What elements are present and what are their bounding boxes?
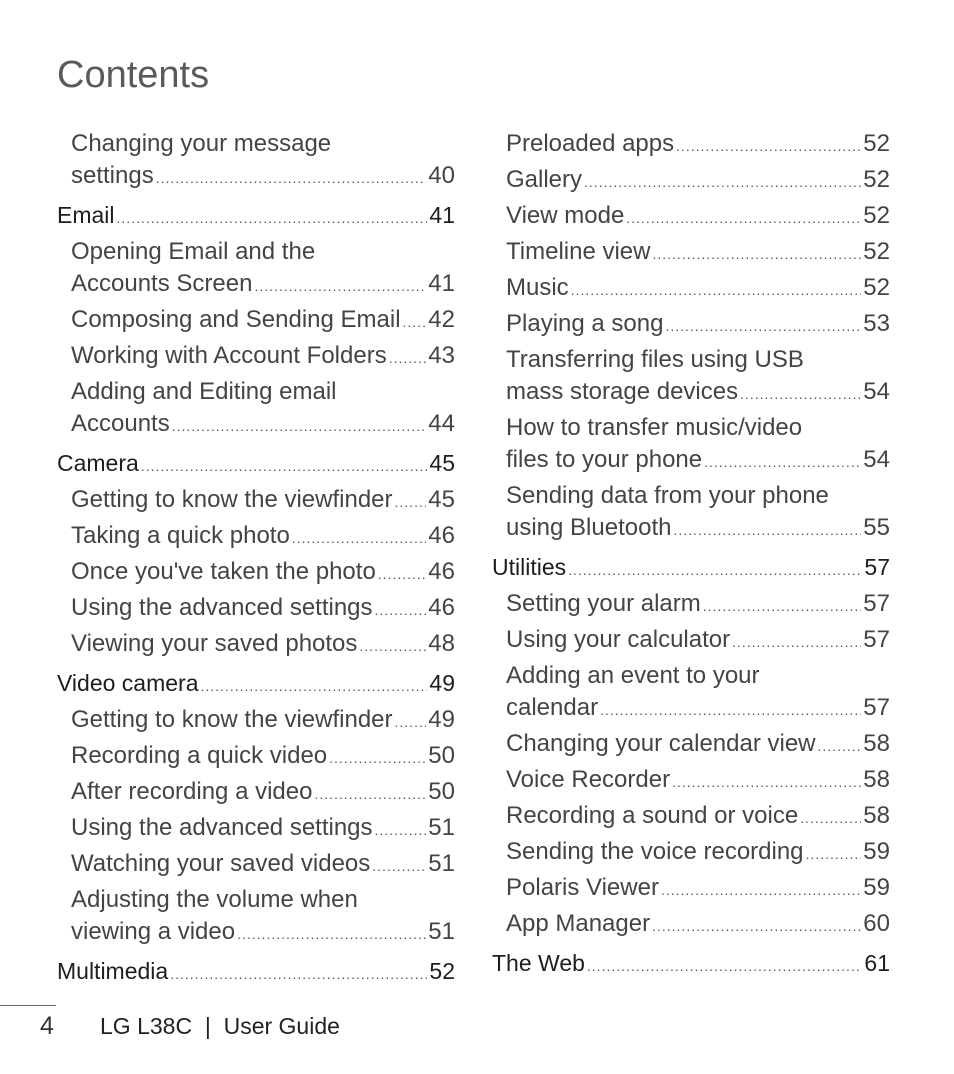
toc-entry-label: mass storage devices (506, 378, 739, 405)
toc-page-number: 48 (428, 630, 455, 657)
toc-entry[interactable] (57, 484, 455, 518)
toc-entry-last-line (506, 376, 890, 410)
toc-entry[interactable] (57, 556, 455, 590)
dot-leader (403, 306, 427, 338)
toc-entry-label: Opening Email and the (71, 238, 316, 265)
toc-entry-label: Working with Account Folders (71, 342, 387, 369)
toc-entry-last-line (71, 408, 455, 442)
toc-entry-label: Changing your calendar view (506, 730, 816, 757)
toc-entry-label: Polaris Viewer (506, 874, 659, 901)
toc-entry-last-line (506, 692, 890, 726)
toc-page-number: 55 (863, 514, 890, 541)
toc-page-number: 52 (863, 166, 890, 193)
dot-leader (170, 955, 427, 993)
toc-entry[interactable] (492, 728, 890, 762)
toc-page-number: 60 (863, 910, 890, 937)
toc-entry[interactable] (492, 200, 890, 234)
toc-entry-label: Adding and Editing email (71, 378, 337, 405)
toc-entry-label: Using your calculator (506, 626, 731, 653)
toc-entry-label: calendar (506, 694, 599, 721)
dot-leader (172, 410, 427, 442)
toc-page-number: 57 (864, 554, 890, 580)
dot-leader (600, 694, 861, 726)
dot-leader (201, 667, 428, 705)
toc-page-number: 51 (428, 918, 455, 945)
dot-leader (395, 486, 427, 518)
toc-entry-label: Sending the voice recording (506, 838, 804, 865)
toc-entry[interactable] (57, 740, 455, 774)
toc-entry-label: Gallery (506, 166, 583, 193)
toc-page-number: 58 (863, 766, 890, 793)
toc-page-number: 51 (428, 850, 455, 877)
toc-entry[interactable] (492, 764, 890, 798)
toc-page-number: 54 (863, 446, 890, 473)
toc-entry[interactable] (492, 660, 890, 726)
toc-entry-label: Accounts Screen (71, 270, 253, 297)
dot-leader (673, 514, 861, 546)
toc-entry[interactable] (492, 800, 890, 834)
toc-entry-last-line (506, 512, 890, 546)
toc-section-entry[interactable] (57, 444, 455, 482)
toc-page-number: 46 (428, 558, 455, 585)
dot-leader (587, 947, 863, 985)
toc-page-number: 45 (428, 486, 455, 513)
toc-entry-label: App Manager (506, 910, 651, 937)
toc-entry[interactable] (492, 164, 890, 198)
toc-entry[interactable] (57, 128, 455, 194)
toc-entry[interactable] (57, 376, 455, 442)
toc-page-number: 43 (428, 342, 455, 369)
dot-leader (292, 522, 426, 554)
toc-entry-label: Adjusting the volume when (71, 886, 358, 913)
toc-page-number: 52 (863, 274, 890, 301)
footer-guide-label: LG L38C | User Guide (100, 1013, 340, 1039)
toc-entry-label: How to transfer music/video (506, 414, 803, 441)
toc-entry-label: Recording a quick video (71, 742, 328, 769)
toc-entry[interactable] (492, 624, 890, 658)
dot-leader (676, 130, 861, 162)
toc-page-number: 52 (429, 958, 455, 984)
toc-entry[interactable] (492, 480, 890, 546)
toc-page-number: 59 (863, 874, 890, 901)
toc-entry-label: Getting to know the viewfinder (71, 486, 393, 513)
toc-page-number: 58 (863, 802, 890, 829)
toc-entry-label: Music (506, 274, 569, 301)
toc-page-number: 49 (429, 670, 455, 696)
dot-leader (378, 558, 427, 590)
toc-page-number: 54 (863, 378, 890, 405)
dot-leader (329, 742, 426, 774)
toc-section-entry[interactable] (492, 548, 890, 586)
toc-entry[interactable] (57, 592, 455, 626)
toc-entry-label: Using the advanced settings (71, 594, 373, 621)
dot-leader (818, 730, 862, 762)
toc-entry-label: Setting your alarm (506, 590, 701, 617)
toc-page-number: 49 (428, 706, 455, 733)
toc-section-label: Multimedia (57, 958, 169, 984)
dot-leader (372, 850, 426, 882)
toc-entry-label: Accounts (71, 410, 170, 437)
dot-leader (237, 918, 426, 950)
toc-section-entry[interactable] (57, 952, 455, 990)
toc-entry[interactable] (57, 304, 455, 338)
dot-leader (359, 630, 426, 662)
toc-entry-label: Preloaded apps (506, 130, 675, 157)
toc-entry-label: Adding an event to your (506, 662, 760, 689)
toc-page-number: 59 (863, 838, 890, 865)
toc-page-number: 57 (863, 590, 890, 617)
toc-section-entry[interactable] (492, 944, 890, 982)
toc-entry[interactable] (492, 412, 890, 478)
dot-leader (732, 626, 861, 658)
dot-leader (740, 378, 861, 410)
toc-entry[interactable] (57, 520, 455, 554)
toc-entry-label: Viewing your saved photos (71, 630, 358, 657)
toc-left-column (57, 128, 455, 992)
toc-entry-last-line (71, 160, 455, 194)
toc-entry[interactable] (57, 236, 455, 302)
dot-leader (704, 446, 861, 478)
dot-leader (156, 162, 427, 194)
toc-entry-label: files to your phone (506, 446, 703, 473)
dot-leader (314, 778, 426, 810)
dot-leader (703, 590, 862, 622)
toc-entry[interactable] (492, 836, 890, 870)
dot-leader (626, 202, 861, 234)
dot-leader (672, 766, 861, 798)
toc-entry[interactable] (492, 236, 890, 270)
toc-page-number: 40 (428, 162, 455, 189)
dot-leader (375, 814, 427, 846)
dot-leader (254, 270, 426, 302)
toc-entry-last-line (71, 268, 455, 302)
toc-page-number: 46 (428, 522, 455, 549)
dot-leader (389, 342, 427, 374)
toc-entry[interactable] (57, 776, 455, 810)
toc-page-number: 57 (863, 694, 890, 721)
toc-entry-label: View mode (506, 202, 625, 229)
toc-entry[interactable] (492, 908, 890, 942)
toc-entry[interactable] (492, 344, 890, 410)
toc-section-entry[interactable] (57, 196, 455, 234)
toc-entry[interactable] (492, 308, 890, 342)
page-number: 4 (40, 1012, 54, 1040)
footer-rule (0, 1005, 56, 1006)
dot-leader (806, 838, 862, 870)
dot-leader (141, 447, 428, 485)
toc-page-number: 53 (863, 310, 890, 337)
toc-page-number: 50 (428, 742, 455, 769)
dot-leader (665, 310, 861, 342)
toc-section-label: Camera (57, 450, 139, 476)
toc-entry[interactable] (492, 872, 890, 906)
toc-page-number: 45 (429, 450, 455, 476)
toc-entry-label: Once you've taken the photo (71, 558, 376, 585)
toc-right-column (492, 128, 890, 984)
toc-entry[interactable] (57, 812, 455, 846)
toc-page-number: 51 (428, 814, 455, 841)
toc-entry[interactable] (57, 884, 455, 950)
toc-entry-label: Transferring files using USB (506, 346, 804, 373)
toc-entry-label: Voice Recorder (506, 766, 671, 793)
dot-leader (375, 594, 427, 626)
toc-page-number: 58 (863, 730, 890, 757)
toc-entry-label: Recording a sound or voice (506, 802, 799, 829)
toc-section-label: Email (57, 202, 115, 228)
toc-page-number: 61 (864, 950, 890, 976)
dot-leader (652, 238, 861, 270)
toc-entry[interactable] (57, 340, 455, 374)
toc-entry-label: Timeline view (506, 238, 651, 265)
toc-entry-label: Watching your saved videos (71, 850, 371, 877)
toc-entry-last-line (506, 444, 890, 478)
toc-entry[interactable] (492, 128, 890, 162)
toc-entry[interactable] (57, 628, 455, 662)
toc-entry-label: Getting to know the viewfinder (71, 706, 393, 733)
toc-page-number: 41 (428, 270, 455, 297)
toc-entry-label: Using the advanced settings (71, 814, 373, 841)
toc-section-label: Utilities (492, 554, 567, 580)
toc-entry-label: Playing a song (506, 310, 664, 337)
toc-page-number: 44 (428, 410, 455, 437)
toc-page-number: 46 (428, 594, 455, 621)
toc-section-entry[interactable] (57, 664, 455, 702)
toc-entry-label: Taking a quick photo (71, 522, 290, 549)
toc-page-number: 50 (428, 778, 455, 805)
toc-entry-label: Sending data from your phone (506, 482, 829, 509)
toc-entry[interactable] (492, 588, 890, 622)
dot-leader (568, 551, 862, 589)
toc-entry-label: Changing your message (71, 130, 332, 157)
dot-leader (652, 910, 861, 942)
toc-entry[interactable] (57, 848, 455, 882)
toc-entry-last-line (71, 916, 455, 950)
page-title: Contents (57, 54, 210, 96)
dot-leader (800, 802, 861, 834)
dot-leader (584, 166, 861, 198)
toc-page-number: 52 (863, 202, 890, 229)
dot-leader (117, 199, 428, 237)
dot-leader (661, 874, 861, 906)
toc-page-number: 52 (863, 238, 890, 265)
toc-page-number: 41 (429, 202, 455, 228)
toc-entry-label: settings (71, 162, 154, 189)
toc-section-label: Video camera (57, 670, 199, 696)
toc-page-number: 42 (428, 306, 455, 333)
dot-leader (571, 274, 862, 306)
toc-entry[interactable] (57, 704, 455, 738)
toc-section-label: The Web (492, 950, 585, 976)
toc-page-number: 52 (863, 130, 890, 157)
toc-entry-label: viewing a video (71, 918, 236, 945)
toc-entry-label: Composing and Sending Email (71, 306, 401, 333)
dot-leader (395, 706, 427, 738)
toc-entry-label: using Bluetooth (506, 514, 672, 541)
toc-entry-label: After recording a video (71, 778, 313, 805)
toc-entry[interactable] (492, 272, 890, 306)
toc-page-number: 57 (863, 626, 890, 653)
